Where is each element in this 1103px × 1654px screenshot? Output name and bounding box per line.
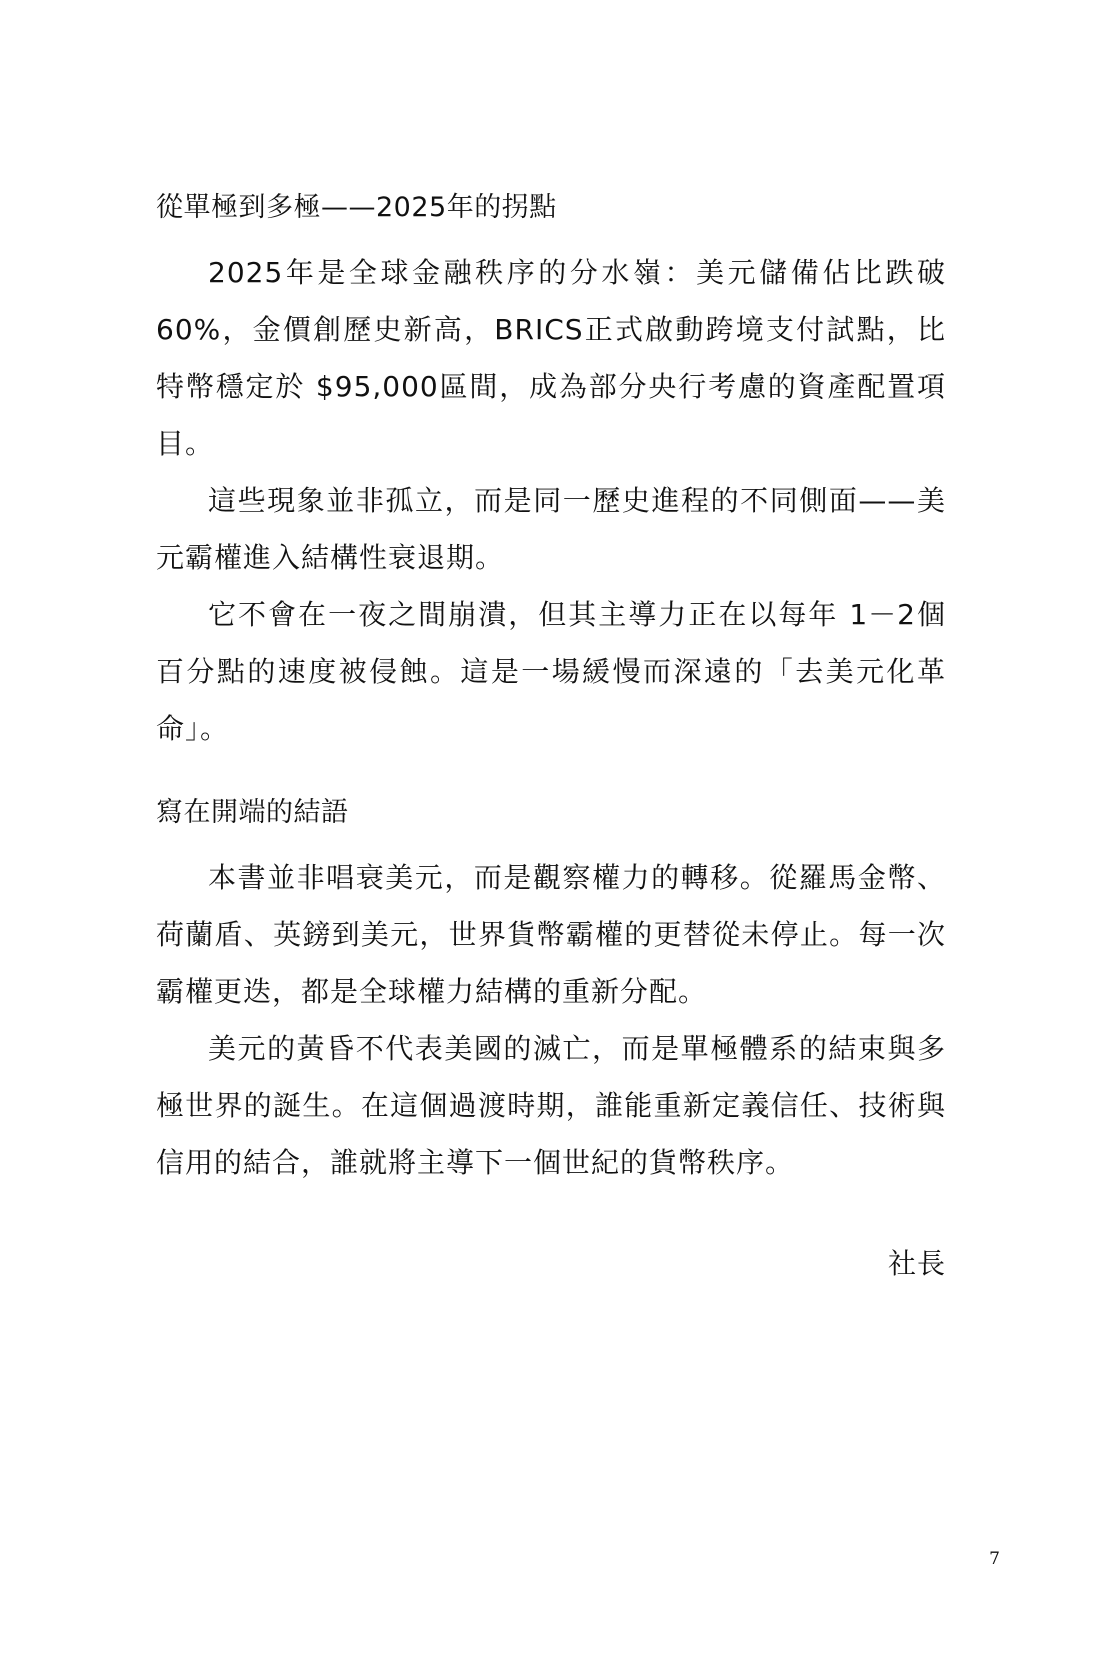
section-heading: 寫在開端的結語 [156, 797, 349, 828]
page-number: 7 [989, 1549, 1000, 1569]
paragraph: 它不會在一夜之間崩潰，但其主導力正在以每年 1－2個百分點的速度被侵蝕。這是一場緩慢而深遠的「去美元化革命」。 [156, 598, 946, 745]
signature: 社長 [887, 1247, 946, 1280]
paragraph: 2025年是全球金融秩序的分水嶺：美元儲備佔比跌破60%，金價創歷史新高，BRICS正式啟動跨境支付試點，比特幣穩定於 $95,000區間，成為部分央行考慮的資產配置項目。 [156, 256, 946, 460]
paragraph: 美元的黃昏不代表美國的滅亡，而是單極體系的結束與多極世界的誕生。在這個過渡時期，誰能重新定義信任、技術與信用的結合，誰就將主導下一個世紀的貨幣秩序。 [156, 1032, 946, 1179]
section-closing-remarks [156, 793, 946, 1191]
section-heading: 從單極到多極——2025年的拐點 [156, 192, 557, 223]
paragraph: 這些現象並非孤立，而是同一歷史進程的不同側面——美元霸權進入結構性衰退期。 [156, 484, 946, 574]
section-spacer [156, 757, 946, 793]
paragraph: 本書並非唱衰美元，而是觀察權力的轉移。從羅馬金幣、荷蘭盾、英鎊到美元，世界貨幣霸權的更替從未停止。每一次霸權更迭，都是全球權力結構的重新分配。 [156, 861, 946, 1008]
section-turning-point [156, 188, 946, 757]
page-content [156, 188, 946, 1191]
